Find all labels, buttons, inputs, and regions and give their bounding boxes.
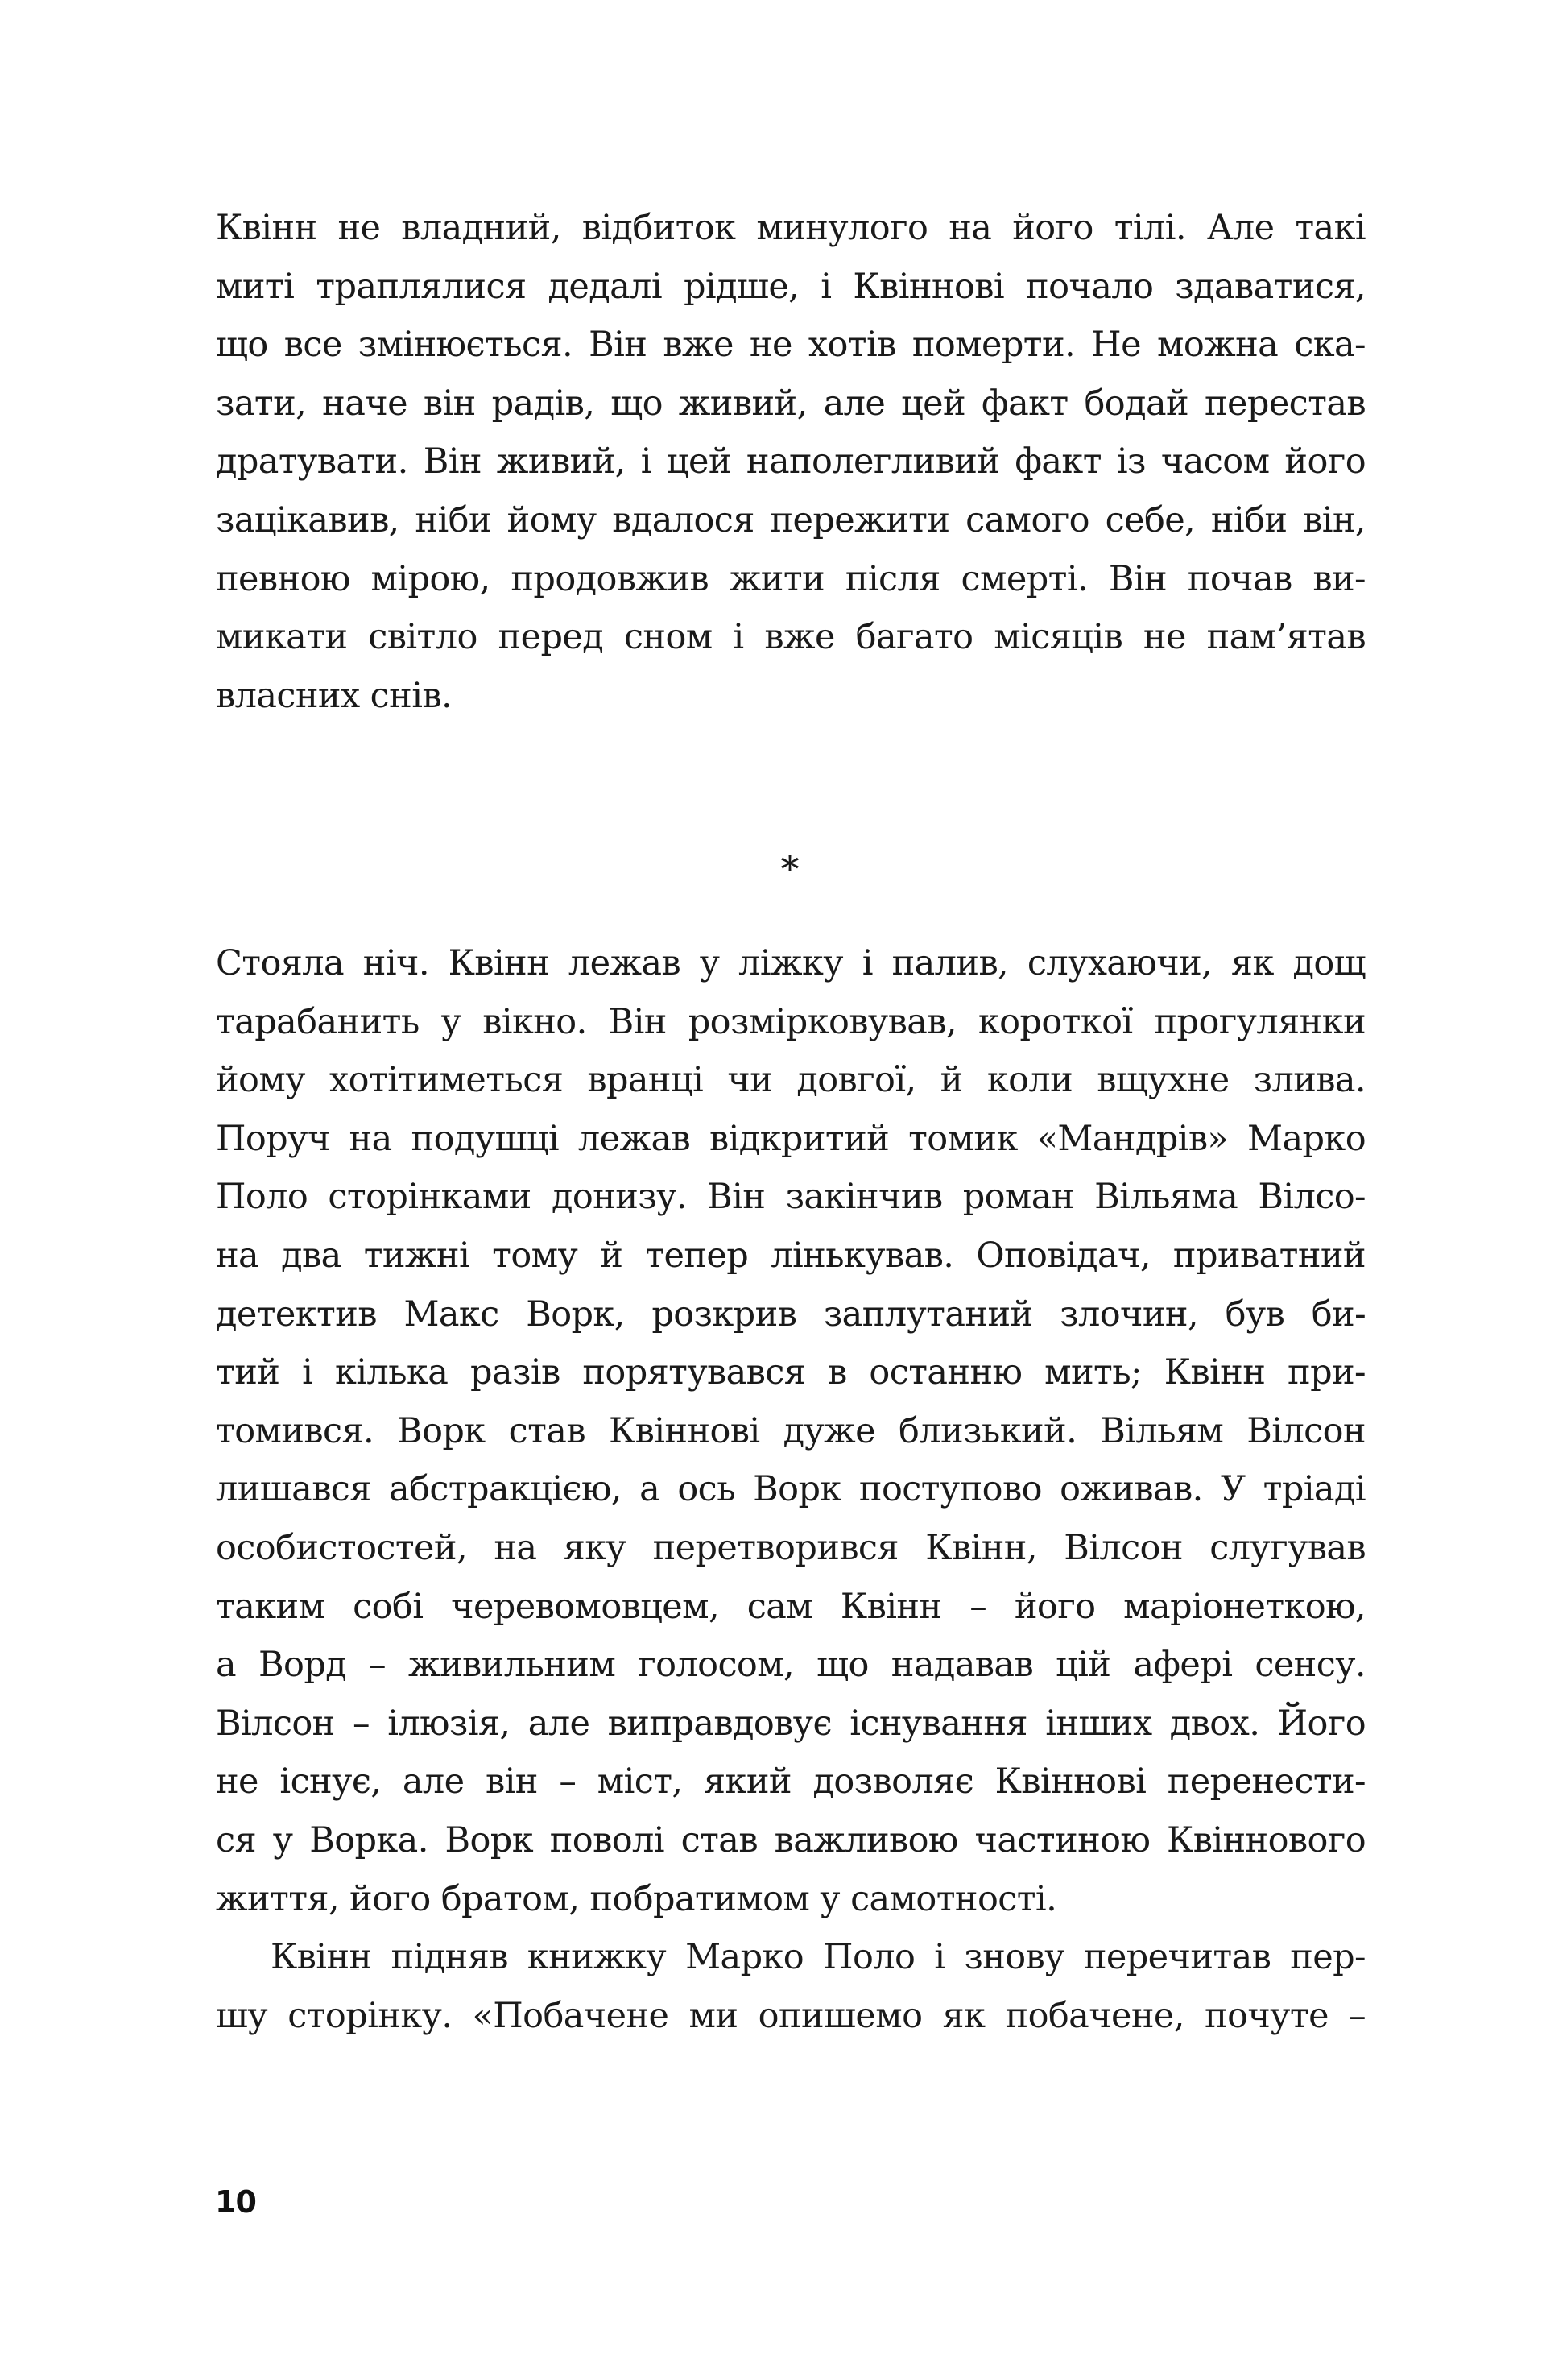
page-number: 10 [215, 2184, 256, 2220]
text-line: не існує, але він – міст, який дозволяє Квіннові перенести- [216, 1761, 1366, 1803]
text-line: шу сторінку. «Побачене ми опишемо як побачене, почуте – [216, 1995, 1366, 2036]
text-line: дратувати. Він живий, і цей наполегливий факт із часом його [216, 441, 1366, 482]
text-line: Квінн підняв книжку Марко Поло і знову перечитав пер- [271, 1937, 1366, 1978]
text-line: власних снів. [216, 675, 453, 716]
paragraph-section-1 [216, 199, 1366, 725]
text-line: життя, його братом, побратимом у самотності. [216, 1878, 1057, 1919]
paragraph-section-2 [216, 934, 1366, 2045]
text-line: Поло сторінками донизу. Він закінчив роман Вільяма Вілсо- [216, 1177, 1366, 1218]
text-line: ся у Ворка. Ворк поволі став важливою частиною Квіннового [216, 1819, 1366, 1861]
text-line: Квінн не владний, відбиток минулого на його тілі. Але такі [216, 208, 1366, 248]
text-line: зацікавив, ніби йому вдалося пережити самого себе, ніби він, [216, 499, 1366, 540]
text-line: певною мірою, продовжив жити після смерті. Він почав ви- [216, 558, 1366, 599]
text-line: зати, наче він радів, що живий, але цей факт бодай перестав [216, 383, 1366, 424]
text-line: томився. Ворк став Квіннові дуже близький. Вільям Вілсон [216, 1410, 1366, 1451]
text-line: особистостей, на яку перетворився Квінн, Вілсон слугував [216, 1527, 1366, 1568]
text-line: тарабанить у вікно. Він розмірковував, короткої прогулянки [216, 1001, 1366, 1042]
text-line: детектив Макс Ворк, розкрив заплутаний злочин, був би- [216, 1293, 1366, 1335]
text-line: Поруч на подушці лежав відкритий томик «Мандрів» Марко [216, 1118, 1366, 1159]
text-line: йому хотітиметься вранці чи довгої, й коли вщухне злива. [216, 1060, 1366, 1101]
text-line: що все змінюється. Він вже не хотів померти. Не можна ска- [216, 325, 1366, 366]
text-line: таким собі черевомовцем, сам Квінн – його маріонеткою, [216, 1586, 1366, 1627]
text-line: тий і кілька разів порятувався в останню мить; Квінн при- [216, 1352, 1366, 1393]
text-line: лишався абстракцією, а ось Ворк поступово оживав. У тріаді [216, 1469, 1366, 1510]
text-line: микати світло перед сном і вже багато місяців не пам’ятав [216, 617, 1366, 658]
text-line: миті траплялися дедалі рідше, і Квіннові почало здаватися, [216, 266, 1366, 307]
text-line: а Ворд – живильним голосом, що надавав цій афері сенсу. [216, 1645, 1366, 1686]
asterisk-separator: * [780, 847, 800, 891]
text-line: на два тижні тому й тепер лінькував. Оповідач, приватний [216, 1235, 1366, 1276]
text-line: Стояла ніч. Квінн лежав у ліжку і палив, слухаючи, як дощ [216, 943, 1366, 983]
text-line: Вілсон – ілюзія, але виправдовує існування інших двох. Його [216, 1703, 1366, 1744]
section-separator [0, 847, 1546, 891]
